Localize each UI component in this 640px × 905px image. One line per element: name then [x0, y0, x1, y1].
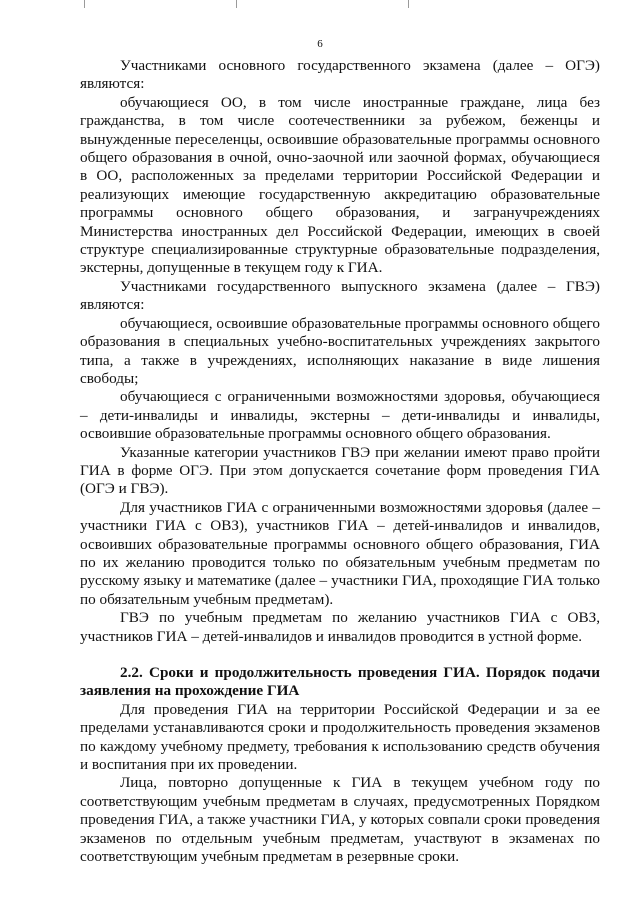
paragraph-oge-participants-list: обучающиеся ОО, в том числе иностранные граждане, лица без гражданства, в том числе соотечественники за рубежом, беженцы и вынужденные переселенцы, освоившие образовательные программы основного общего образования в очной, очно-заочной или заочной формах, обучающиеся в ОО, расположенных за пределами территории Российской Федерации и реализующих имеющие государственную аккредитацию образовательные программы основного общего образования, и загранучреждениях Министерства иностранных дел Российской Федерации, имеющих в своей структуре специализированные структурные образовательные подразделения, экстерны, допущенные в текущем году к ГИА.	[80, 93, 600, 277]
scan-edge-mark	[84, 0, 85, 8]
paragraph-gve-choice: Указанные категории участников ГВЭ при желании имеют право пройти ГИА в форме ОГЭ. При этом допускается сочетание форм проведения ГИА (ОГЭ и ГВЭ).	[80, 443, 600, 498]
scan-edge-mark	[408, 0, 409, 8]
paragraph-gve-ovz: обучающиеся с ограниченными возможностями здоровья, обучающиеся – дети-инвалиды и инвалиды, экстерны – дети-инвалиды и инвалиды, освоившие образовательные программы основного общего образования.	[80, 388, 600, 443]
page-number: 6	[317, 38, 323, 50]
paragraph-exam-schedule: Для проведения ГИА на территории Российской Федерации и за ее пределами устанавливаются сроки и продолжительность проведения экзаменов по каждому учебному предмету, требования к использованию средств обучения и воспитания при их проведении.	[80, 700, 600, 774]
paragraph-gve-closed-institutions: обучающиеся, освоившие образовательные программы основного общего образования в специальных учебно-воспитательных учреждениях закрытого типа, а также в учреждениях, исполняющих наказание в виде лишения свободы;	[80, 314, 600, 387]
document-body	[80, 57, 600, 866]
paragraph-reserve-dates: Лица, повторно допущенные к ГИА в текущем учебном году по соответствующим учебным предметам в случаях, предусмотренных Порядком проведения ГИА, а также участники ГИА, у которых совпали сроки проведения экзаменов по отдельным учебным предметам, участвуют в экзаменах по соответствующим учебным предметам в резервные сроки.	[80, 774, 600, 866]
paragraph-gve-oral: ГВЭ по учебным предметам по желанию участников ГИА с ОВЗ, участников ГИА – детей-инвалидов и инвалидов проводится в устной форме.	[80, 609, 600, 645]
paragraph-oge-participants-intro: Участниками основного государственного экзамена (далее – ОГЭ) являются:	[80, 57, 600, 93]
paragraph-ovz-mandatory: Для участников ГИА с ограниченными возможностями здоровья (далее – участники ГИА с ОВЗ), участников ГИА – детей-инвалидов и инвалидов, освоивших образовательные программы основного общего образования, ГИА по их желанию проводится только по обязательным учебным предметам по русскому языку и математике (далее – участники ГИА, проходящие ГИА только по обязательным учебным предметам).	[80, 498, 600, 608]
section-heading: 2.2. Сроки и продолжительность проведения ГИА. Порядок подачи заявления на прохождение ГИА	[80, 664, 600, 700]
scan-edge-mark	[236, 0, 237, 8]
paragraph-gve-participants-intro: Участниками государственного выпускного экзамена (далее – ГВЭ) являются:	[80, 277, 600, 314]
